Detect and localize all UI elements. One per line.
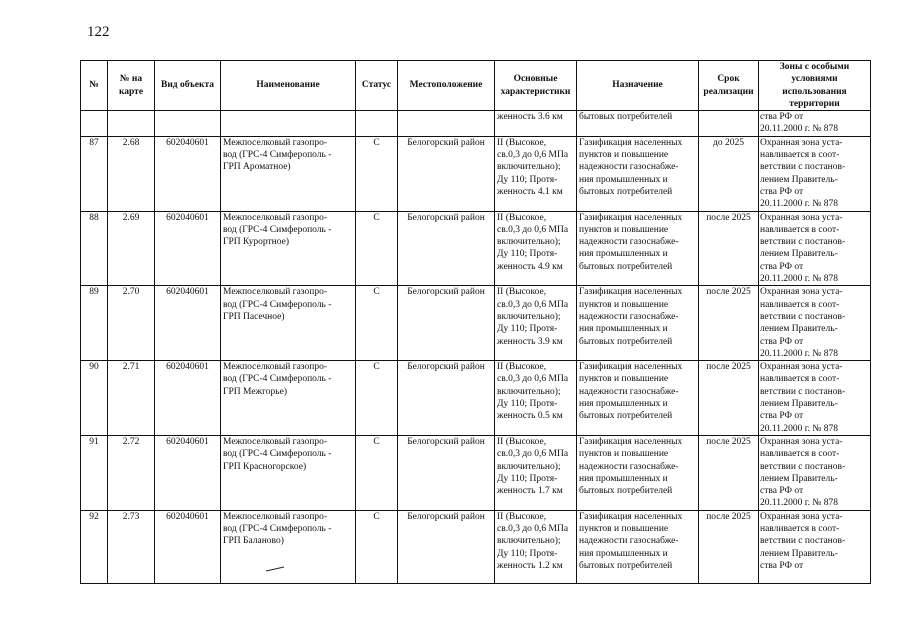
continuation-row bbox=[81, 111, 871, 137]
cell-zones: Охранная зона уста- навливается в соот- ветствии с постанов- лением Правитель- ства РФ от bbox=[759, 510, 871, 583]
cell-zones: Охранная зона уста- навливается в соот- ветствии с постанов- лением Правитель- ства РФ от 20.11.2000 г. № 878 bbox=[759, 286, 871, 361]
cell-zones: Охранная зона уста- навливается в соот- ветствии с постанов- лением Правитель- ства РФ от 20.11.2000 г. № 878 bbox=[759, 361, 871, 436]
cell-characteristics: II (Высокое, св.0,3 до 0,6 МПа включительно); Ду 110; Протя- женность 0.5 км bbox=[495, 361, 577, 436]
cell-zones: ства РФ от 20.11.2000 г. № 878 bbox=[759, 111, 871, 137]
cell-term: после 2025 bbox=[699, 435, 759, 510]
cell-num: 89 bbox=[81, 286, 108, 361]
cell-name: Межпоселковый газопро- вод (ГРС-4 Симферополь - ГРП Межгорье) bbox=[221, 361, 356, 436]
cell-location: Белогорский район bbox=[398, 435, 495, 510]
header-location: Местоположение bbox=[398, 61, 495, 111]
header-num: № bbox=[81, 61, 108, 111]
table-header-row bbox=[81, 61, 871, 111]
cell-object-type: 602040601 bbox=[155, 361, 221, 436]
cell-name: Межпоселковый газопро- вод (ГРС-4 Симферополь - ГРП Баланово) bbox=[221, 510, 356, 583]
cell-characteristics: II (Высокое, св.0,3 до 0,6 МПа включительно); Ду 110; Протя- женность 1.2 км bbox=[495, 510, 577, 583]
cell-num: 92 bbox=[81, 510, 108, 583]
table-row bbox=[81, 211, 871, 286]
cell-purpose: Газификация населенных пунктов и повышение надежности газоснабже- ния промышленных и бытовых потребителей bbox=[577, 361, 699, 436]
cell-characteristics: женность 3.6 км bbox=[495, 111, 577, 137]
cell-purpose: Газификация населенных пунктов и повышение надежности газоснабже- ния промышленных и бытовых потребителей bbox=[577, 136, 699, 211]
cell-characteristics: II (Высокое, св.0,3 до 0,6 МПа включительно); Ду 110; Протя- женность 3.9 км bbox=[495, 286, 577, 361]
cell-zones: Охранная зона уста- навливается в соот- ветствии с постанов- лением Правитель- ства РФ от 20.11.2000 г. № 878 bbox=[759, 211, 871, 286]
header-object-type: Вид объекта bbox=[155, 61, 221, 111]
cell-location: Белогорский район bbox=[398, 136, 495, 211]
header-zones: Зоны с особыми условиями использования территории bbox=[759, 61, 871, 111]
header-status: Статус bbox=[356, 61, 398, 111]
cell-term: после 2025 bbox=[699, 361, 759, 436]
cell-status: С bbox=[356, 510, 398, 583]
cell-num: 88 bbox=[81, 211, 108, 286]
header-name: Наименование bbox=[221, 61, 356, 111]
cell-term: после 2025 bbox=[699, 286, 759, 361]
page-number: 122 bbox=[87, 24, 110, 40]
cell-map-num: 2.70 bbox=[108, 286, 155, 361]
table-row bbox=[81, 136, 871, 211]
cell-object-type: 602040601 bbox=[155, 136, 221, 211]
cell-name: Межпоселковый газопро- вод (ГРС-4 Симферополь - ГРП Курортное) bbox=[221, 211, 356, 286]
cell-purpose: Газификация населенных пунктов и повышение надежности газоснабже- ния промышленных и бытовых потребителей bbox=[577, 211, 699, 286]
cell-map-num: 2.69 bbox=[108, 211, 155, 286]
header-purpose: Назначение bbox=[577, 61, 699, 111]
cell-object-type: 602040601 bbox=[155, 211, 221, 286]
cell-status: С bbox=[356, 361, 398, 436]
table-row bbox=[81, 435, 871, 510]
cell-location: Белогорский район bbox=[398, 510, 495, 583]
cell-map-num: 2.71 bbox=[108, 361, 155, 436]
cell-purpose: Газификация населенных пунктов и повышение надежности газоснабже- ния промышленных и бытовых потребителей bbox=[577, 510, 699, 583]
cell-purpose: бытовых потребителей bbox=[577, 111, 699, 137]
cell-term: до 2025 bbox=[699, 136, 759, 211]
cell-num: 91 bbox=[81, 435, 108, 510]
cell-status: С bbox=[356, 211, 398, 286]
header-characteristics: Основные характеристики bbox=[495, 61, 577, 111]
cell-characteristics: II (Высокое, св.0,3 до 0,6 МПа включительно); Ду 110; Протя- женность 4.9 км bbox=[495, 211, 577, 286]
pen-mark bbox=[265, 566, 285, 572]
table-row bbox=[81, 361, 871, 436]
cell-status: С bbox=[356, 136, 398, 211]
cell-location: Белогорский район bbox=[398, 361, 495, 436]
cell-name: Межпоселковый газопро- вод (ГРС-4 Симферополь - ГРП Пасечное) bbox=[221, 286, 356, 361]
cell-num: 87 bbox=[81, 136, 108, 211]
objects-table bbox=[80, 60, 871, 584]
cell-map-num: 2.72 bbox=[108, 435, 155, 510]
cell-characteristics: II (Высокое, св.0,3 до 0,6 МПа включительно); Ду 110; Протя- женность 1.7 км bbox=[495, 435, 577, 510]
cell-zones: Охранная зона уста- навливается в соот- ветствии с постанов- лением Правитель- ства РФ от 20.11.2000 г. № 878 bbox=[759, 435, 871, 510]
table-row bbox=[81, 510, 871, 583]
header-term: Срок реализации bbox=[699, 61, 759, 111]
cell-num: 90 bbox=[81, 361, 108, 436]
cell-object-type: 602040601 bbox=[155, 286, 221, 361]
cell-purpose: Газификация населенных пунктов и повышение надежности газоснабже- ния промышленных и бытовых потребителей bbox=[577, 286, 699, 361]
cell-name: Межпоселковый газопро- вод (ГРС-4 Симферополь - ГРП Красногорское) bbox=[221, 435, 356, 510]
cell-location: Белогорский район bbox=[398, 211, 495, 286]
cell-object-type: 602040601 bbox=[155, 510, 221, 583]
cell-name: Межпоселковый газопро- вод (ГРС-4 Симферополь - ГРП Ароматное) bbox=[221, 136, 356, 211]
cell-status: С bbox=[356, 286, 398, 361]
cell-status: С bbox=[356, 435, 398, 510]
cell-location: Белогорский район bbox=[398, 286, 495, 361]
cell-purpose: Газификация населенных пунктов и повышение надежности газоснабже- ния промышленных и бытовых потребителей bbox=[577, 435, 699, 510]
cell-map-num: 2.73 bbox=[108, 510, 155, 583]
cell-map-num: 2.68 bbox=[108, 136, 155, 211]
cell-object-type: 602040601 bbox=[155, 435, 221, 510]
cell-term: после 2025 bbox=[699, 510, 759, 583]
cell-characteristics: II (Высокое, св.0,3 до 0,6 МПа включительно); Ду 110; Протя- женность 4.1 км bbox=[495, 136, 577, 211]
cell-zones: Охранная зона уста- навливается в соот- ветствии с постанов- лением Правитель- ства РФ от 20.11.2000 г. № 878 bbox=[759, 136, 871, 211]
header-map-num: № на карте bbox=[108, 61, 155, 111]
cell-term: после 2025 bbox=[699, 211, 759, 286]
table-row bbox=[81, 286, 871, 361]
